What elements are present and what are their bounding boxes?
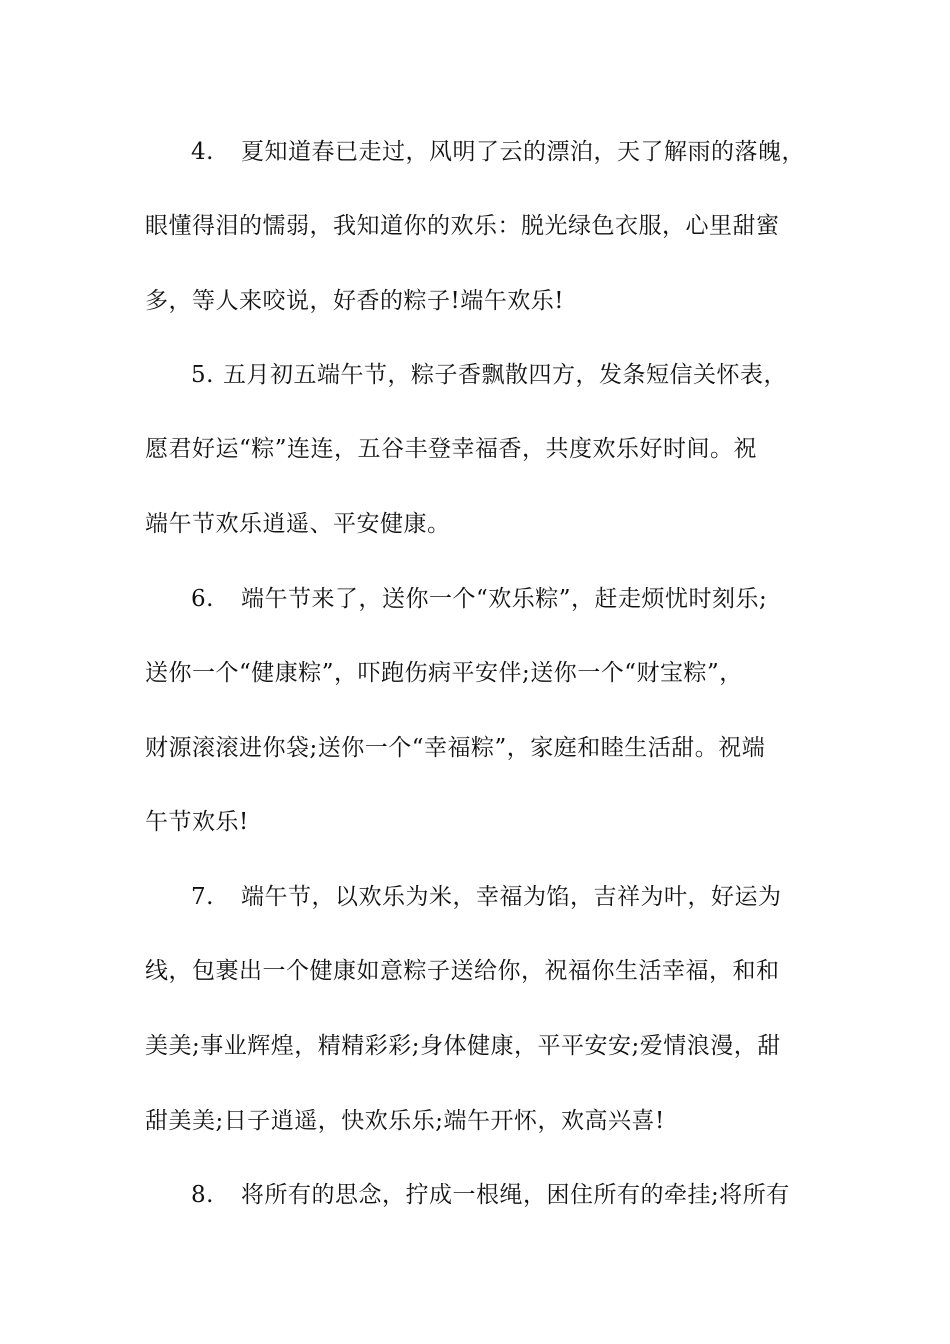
paragraph-line: 端午节欢乐逍遥、平安健康。 — [145, 511, 451, 537]
item-number: 4. — [191, 139, 214, 165]
line-text: 五月初五端午节，粽子香飘散四方，发条短信关怀表， — [223, 362, 787, 388]
paragraph-line — [145, 1180, 825, 1210]
line-text: 端午节，以欢乐为米，幸福为馅，吉祥为叶，好运为 — [241, 884, 782, 910]
paragraph-line — [145, 360, 825, 390]
item-number: 6. — [191, 586, 214, 612]
item-number: 7. — [191, 884, 214, 910]
line-text: 夏知道春已走过，风明了云的漂泊，天了解雨的落魄， — [241, 139, 805, 165]
paragraph-line: 线，包裹出一个健康如意粽子送给你，祝福你生活幸福，和和 — [145, 958, 780, 984]
paragraph-line: 甜美美;日子逍遥，快欢乐乐;端午开怀，欢高兴喜! — [145, 1108, 665, 1134]
paragraph-line: 午节欢乐! — [145, 809, 249, 835]
paragraph-line: 多，等人来咬说，好香的粽子!端午欢乐! — [145, 288, 564, 314]
paragraph-line: 财源滚滚进你袋;送你一个“幸福粽”，家庭和睦生活甜。祝端 — [145, 735, 766, 761]
line-text: 将所有的思念，拧成一根绳，困住所有的牵挂;将所有 — [241, 1182, 790, 1208]
paragraph-line: 眼懂得泪的懦弱，我知道你的欢乐：脱光绿色衣服，心里甜蜜 — [145, 213, 780, 239]
paragraph-line — [145, 584, 825, 614]
paragraph-line: 送你一个“健康粽”，吓跑伤病平安伴;送你一个“财宝粽”， — [145, 660, 743, 686]
paragraph-line — [145, 137, 825, 167]
item-number: 8. — [191, 1182, 214, 1208]
paragraph-line: 美美;事业辉煌，精精彩彩;身体健康，平平安安;爱情浪漫，甜 — [145, 1033, 781, 1059]
paragraph-line — [145, 882, 825, 912]
line-text: 端午节来了，送你一个“欢乐粽”，赶走烦忧时刻乐; — [241, 586, 768, 612]
item-number: 5. — [191, 362, 214, 388]
paragraph-line: 愿君好运“粽”连连，五谷丰登幸福香，共度欢乐好时间。祝 — [145, 436, 758, 462]
